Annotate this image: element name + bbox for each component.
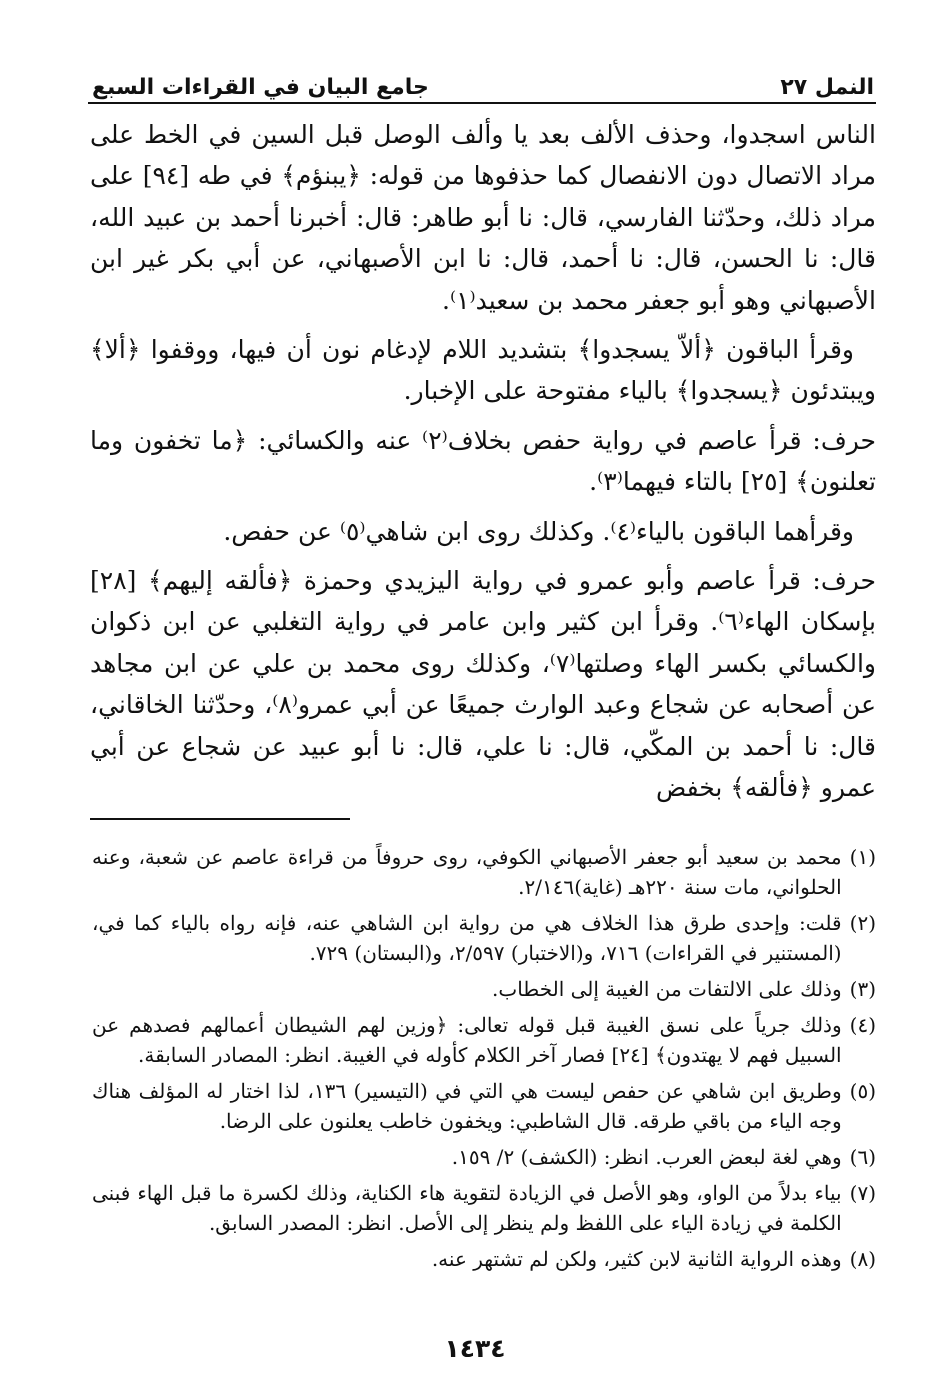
footnote-divider [90, 818, 350, 820]
paragraph: حرف: قرأ عاصم في رواية حفص بخلاف⁽٢⁾ عنه والكسائي: ﴿ما تخفون وما تعلنون﴾ [٢٥] بالتاء فيهما⁽٣⁾. [90, 425, 876, 497]
footnote-number: (٥) [849, 1079, 876, 1103]
main-text [90, 114, 876, 817]
footnote-text: وذلك جرياً على نسق الغيبة قبل قوله تعالى: ﴿وزين لهم الشيطان أعمالهم فصدهم عن السبيل فهم لا يهتدون﴾ [٢٤] فصار آخر الكلام كأوله في الغيبة. انظر: المصادر السابقة. [92, 1013, 842, 1067]
footnote-text: وطريق ابن شاهي عن حفص ليست هي التي في (التيسير) ١٣٦، لذا اختار له المؤلف هناك وجه الياء من باقي طرقه. قال الشاطبي: ويخفون خاطب يعلنون على الرضا. [92, 1079, 842, 1133]
footnote-number: (٢) [849, 911, 876, 935]
chapter-label: النمل ٢٧ [780, 75, 874, 100]
paragraph: الناس اسجدوا، وحذف الألف بعد يا وألف الوصل قبل السين في الخط على مراد الاتصال دون الانفصال كما حذفوها من قوله: ﴿يبنؤم﴾ في طه [٩٤] على مراد ذلك، وحدّثنا الفارسي، قال: نا أبو طاهر: قال: أخبرنا أحمد بن عبيد الله، قال: نا الحسن، قال: نا أحمد، قال: نا ابن الأصبهاني، عن أبي بكر غير ابن الأصبهاني وهو أبو جعفر محمد بن سعيد⁽١⁾. [90, 120, 876, 315]
footnote-text: قلت: وإحدى طرق هذا الخلاف هي من رواية ابن الشاهي عنه، فإنه رواه بالياء كما في، (المستنير في القراءات) ٧١٦، و(الاختبار) ٢/٥٩٧، و(البستان) ٧٢٩. [92, 911, 842, 965]
paragraph: حرف: قرأ عاصم وأبو عمرو في رواية اليزيدي وحمزة ﴿فألقه إليهم﴾ [٢٨] بإسكان الهاء⁽٦⁾. وقرأ ابن كثير وابن عامر في رواية التغلبي عن ابن ذكوان والكسائي بكسر الهاء وصلتها⁽٧⁾، وكذلك روى محمد بن علي عن ابن مجاهد عن أصحابه عن شجاع وعبد الوارث جميعًا عن أبي عمرو⁽٨⁾، وحدّثنا الخاقاني، قال: نا أحمد بن المكّي، قال: نا علي، قال: نا أبو عبيد عن شجاع عن أبي عمرو ﴿فألقه﴾ بخفض [90, 566, 876, 803]
footnote-number: (١) [849, 845, 876, 869]
header-divider [88, 102, 876, 104]
footnote-number: (٦) [849, 1145, 876, 1169]
footnote [92, 1010, 876, 1070]
footnote-text: وهذه الرواية الثانية لابن كثير، ولكن لم تشتهر عنه. [431, 1247, 842, 1271]
footnotes [92, 842, 876, 1280]
footnote-text: محمد بن سعيد أبو جعفر الأصبهاني الكوفي، روى حروفاً من قراءة عاصم عن شعبة، وعنه الحلواني، مات سنة ٢٢٠هـ (غاية)٢/١٤٦. [92, 845, 842, 899]
footnote-number: (٧) [849, 1181, 876, 1205]
footnote [92, 974, 876, 1004]
footnote-number: (٣) [849, 977, 876, 1001]
book-title: جامع البيان في القراءات السبع [92, 75, 429, 100]
paragraph: وقرأ الباقون ﴿ألاّ يسجدوا﴾ بتشديد اللام لإدغام نون أن فيها، ووقفوا ﴿ألا﴾ ويبتدئون ﴿يسجدوا﴾ بالياء مفتوحة على الإخبار. [90, 335, 876, 406]
footnote [92, 1244, 876, 1274]
running-header [92, 58, 874, 100]
footnote-text: بياء بدلاً من الواو، وهو الأصل في الزيادة لتقوية هاء الكناية، وذلك لكسرة ما قبل الهاء فبنى الكلمة في زيادة الياء على اللفظ ولم ينظر إلى الأصل. انظر: المصدر السابق. [92, 1181, 842, 1235]
footnote-number: (٨) [849, 1247, 876, 1271]
page-number: ١٤٣٤ [444, 1334, 506, 1363]
footnote-text: وذلك على الالتفات من الغيبة إلى الخطاب. [492, 977, 842, 1001]
paragraph: وقرأهما الباقون بالياء⁽٤⁾. وكذلك روى ابن شاهي⁽٥⁾ عن حفص. [223, 516, 854, 546]
footnote [92, 1142, 876, 1172]
footnote-number: (٤) [849, 1013, 876, 1037]
footnote [92, 908, 876, 968]
footnote-text: وهي لغة لبعض العرب. انظر: (الكشف) ٢/ ١٥٩. [451, 1145, 842, 1169]
footnote [92, 1178, 876, 1238]
footnote [92, 842, 876, 902]
footnote [92, 1076, 876, 1136]
